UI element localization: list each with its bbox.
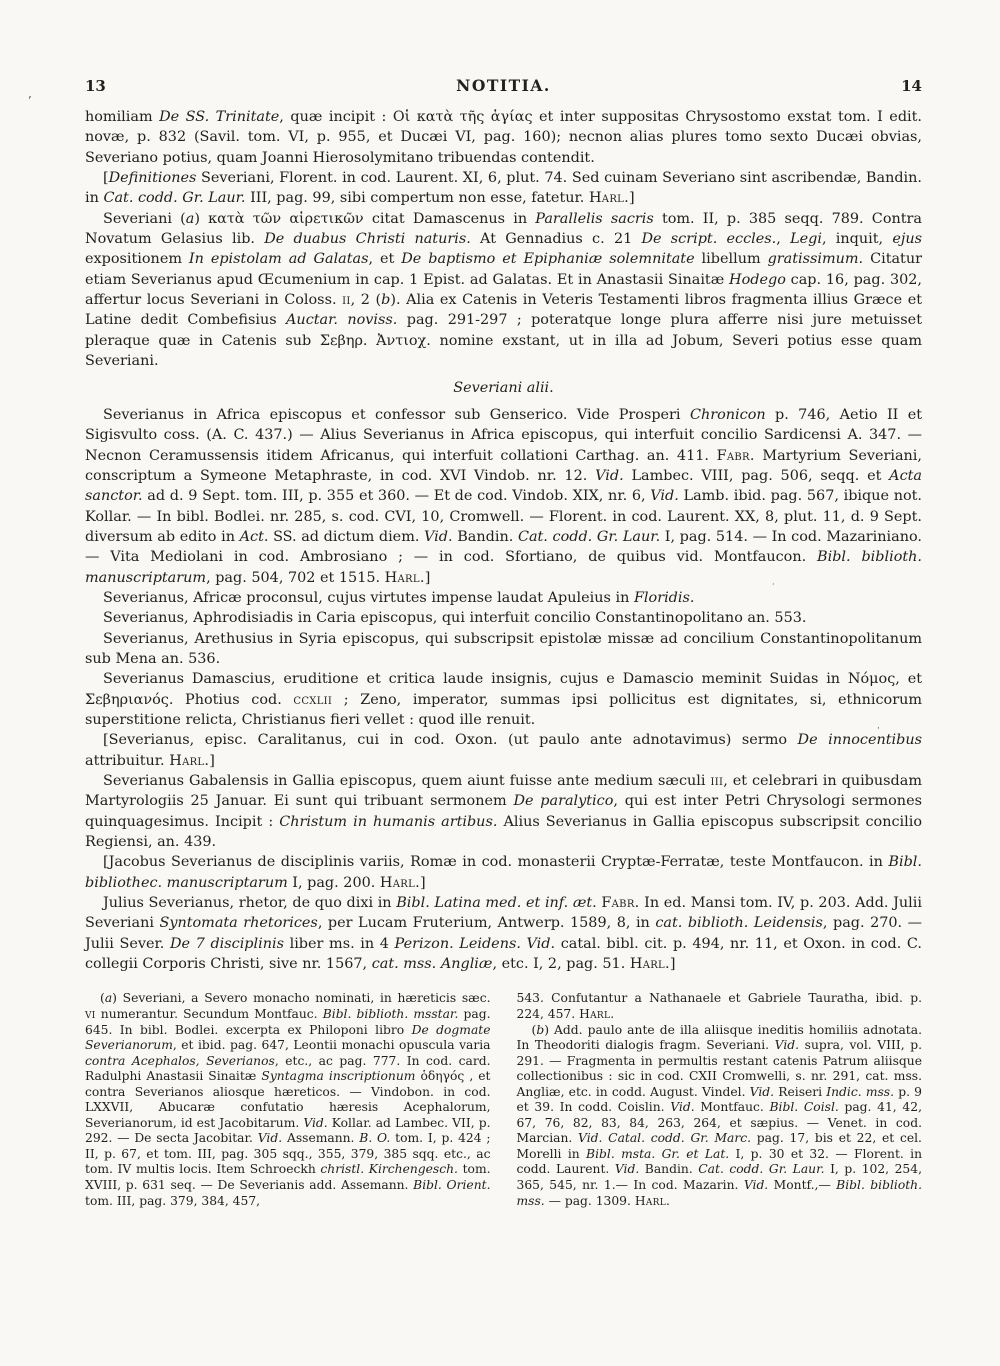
- paragraph: Severianus Gabalensis in Gallia episcopus, quem aiunt fuisse ante medium sæculi iii, et celebrari in quibusdam Martyrologiis 25 Januar. Ei sunt qui tribuant sermonem De paralytico, qui est inter Petri Chrysologi sermones quinquagesimus. Incipit : Christum in humanis artibus. Alius Severianus in Gallia episcopus subscripsit concilio Regiensi, an. 439.: [85, 773, 922, 851]
- paragraph: Severiani (a) κατὰ τῶν αἱρετικῶν citat Damascenus in Parallelis sacris tom. II, p. 385 seqq. 789. Contra Novatum Gelasius lib. De duabus Christi naturis. At Gennadius c. 21 De script. eccles., Legi, inquit, ejus expositionem In epistolam ad Galatas, et De baptismo et Epiphaniæ solemnitate libellum gratissimum. Citatur etiam Severianus apud Œcumenium in cap. 1 Epist. ad Galatas. Et in Anastasii Sinaitæ Hodego cap. 16, pag. 302, affertur locus Severiani in Coloss. ii, 2 (b). Alia ex Catenis in Veteris Testamenti libros fragmenta illius Græce et Latine dedit Combefisius Auctar. noviss. pag. 291-297 ; poteratque longe plura afferre nisi jure metuisset pleraque quæ in Catenis sub Σεβηρ. Ἀντιοχ. nomine exstant, ut in illa ad Jobum, Severi potius esse quam Severiani.: [85, 210, 922, 370]
- scan-speck: ·: [877, 724, 880, 734]
- paragraph: Julius Severianus, rhetor, de quo dixi in Bibl. Latina med. et inf. æt. Fabr. In ed. Mansi tom. IV, p. 203. Add. Julii Severiani Syntomata rhetorices, per Lucam Fruterium, Antwerp. 1589, 8, in cat. biblioth. Leidensis, pag. 270. — Julii Sever. De 7 disciplinis liber ms. in 4 Perizon. Leidens. Vid. catal. bibl. cit. p. 494, nr. 11, et Oxon. in cod. C. collegii Corporis Christi, sive nr. 1567, cat. mss. Angliæ, etc. I, 2, pag. 51. Harl.]: [85, 895, 923, 973]
- page-number-left: 13: [85, 77, 106, 95]
- footnotes: [85, 991, 922, 1209]
- paragraph: 543. Confutantur a Nathanaele et Gabriele Tauratha, ibid. p. 224, 457. Harl.: [516, 991, 922, 1021]
- body-text: [85, 107, 922, 974]
- paragraph: Severianus, Africæ proconsul, cujus virtutes impense laudat Apuleius in Floridis.: [103, 589, 695, 606]
- paragraph: [Jacobus Severianus de disciplinis variis, Romæ in cod. monasterii Cryptæ-Ferratæ, teste Montfaucon. in Bibl. bibliothec. manuscriptarum I, pag. 200. Harl.]: [85, 854, 922, 891]
- paragraph: homiliam De SS. Trinitate, quæ incipit : Οἱ κατὰ τῆς ἁγίας et inter suppositas Chrysostomo exstat tom. I edit. novæ, p. 832 (Savil. tom. VI, p. 955, et Ducæi VI, pag. 160); necnon alias plures tomo sexto Ducæi obvias, Severiano potius, quam Joanni Hierosolymitano tribuendas contendit.: [85, 109, 922, 166]
- paragraph: [Severianus, episc. Caralitanus, cui in cod. Oxon. (ut paulo ante adnotavimus) sermo De innocentibus attribuitur. Harl.]: [85, 732, 922, 769]
- page-number-right: 14: [901, 77, 922, 95]
- paragraph: (b) Add. paulo ante de illa aliisque ineditis homiliis adnotata. In Theodoriti dialogis fragm. Severiani. Vid. supra, vol. VIII, p. 291. — Fragmenta in permultis restant catenis Patrum aliisque collectionibus : sic in cod. CXII Cromwelli, s. nr. 291, cat. mss. Angliæ, etc. in codd. August. Vindel. Vid. Reiseri Indic. mss. p. 9 et 39. In codd. Coislin. Vid. Montfauc. Bibl. Coisl. pag. 41, 42, 67, 76, 82, 83, 84, 263, 264, et sæpius. — Venet. in cod. Marcian. Vid. Catal. codd. Gr. Marc. pag. 17, bis et 22, et cel. Morelli in Bibl. msta. Gr. et Lat. I, p. 30 et 32. — Florent. in codd. Laurent. Vid. Bandin. Cat. codd. Gr. Laur. I, p. 102, 254, 365, 545, nr. 1.— In cod. Mazarin. Vid. Montf.,— Bibl. biblioth. mss. — pag. 1309. Harl.: [516, 1022, 923, 1208]
- section-heading: Severiani alii.: [453, 380, 554, 397]
- paragraph: (a) Severiani, a Severo monacho nominati, in hæreticis sæc. vi numerantur. Secundum Montfauc. Bibl. biblioth. msstar. pag. 645. In bibl. Bodlei. excerpta ex Philoponi libro De dogmate Severianorum, et ibid. pag. 647, Leontii monachi opuscula varia contra Acephalos, Severianos, etc., ac pag. 777. In cod. card. Radulphi Anastasii Sinaitæ Syntagma inscriptionum ὁδηγός , et contra Severianos aliosque hæreticos. — Vindobon. in cod. LXXVII, Abucaræ confutatio hæresis Acephalorum, Severianorum, id est Jacobitarum. Vid. Kollar. ad Lambec. VII, p. 292. — De secta Jacobitar. Vid. Assemann. B. O. tom. I, p. 424 ; II, p. 67, et tom. III, pag. 305 sqq., 355, 379, 385 sqq. etc., ac tom. IV multis locis. Item Schroeckh christl. Kirchengesch. tom. XVIII, p. 631 seq. — De Severianis add. Assemann. Bibl. Orient. tom. III, pag. 379, 384, 457,: [85, 991, 491, 1208]
- footnote-column-left: [85, 991, 491, 1209]
- scan-speck: ·: [772, 580, 775, 589]
- paragraph: [Definitiones Severiani, Florent. in cod. Laurent. XI, 6, plut. 74. Sed cuinam Severiano sint ascribendæ, Bandin. in Cat. codd. Gr. Laur. III, pag. 99, sibi compertum non esse, fatetur. Harl.]: [85, 170, 922, 207]
- paragraph: Severianus, Arethusius in Syria episcopus, qui subscripsit epistolæ missæ ad concilium Constantinopolitanum sub Mena an. 536.: [85, 630, 922, 667]
- running-title: NOTITIA.: [456, 76, 551, 95]
- paragraph: Severianus Damascius, eruditione et critica laude insignis, cujus e Damascio meminit Suidas in Νόμος, et Σεβηριανός. Photius cod. ccxlii ; Zeno, imperator, summas ipsi pollicitus est dignitates, si, ethnicorum superstitione relicta, Christianus fieri vellet : quod ille renuit.: [85, 671, 922, 728]
- scan-speck: ’: [28, 94, 32, 107]
- paragraph: Severianus, Aphrodisiadis in Caria episcopus, qui interfuit concilio Constantinopolitano an. 553.: [103, 610, 807, 627]
- paragraph: Severianus in Africa episcopus et confessor sub Genserico. Vide Prosperi Chronicon p. 746, Aetio II et Sigisvulto coss. (A. C. 437.) — Alius Severianus in Africa episcopus, qui interfuit concilio Sardicensi A. 347. — Necnon Ceramussensis itidem Africanus, qui interfuit collationi Carthag. an. 411. Fabr. Martyrium Severiani, conscriptum a Symeone Metaphraste, in cod. XVI Vindob. nr. 12. Vid. Lambec. VIII, pag. 506, seqq. et Acta sanctor. ad d. 9 Sept. tom. III, p. 355 et 360. — Et de cod. Vindob. XIX, nr. 6, Vid. Lamb. ibid. pag. 567, ibique not. Kollar. — In bibl. Bodlei. nr. 285, s. cod. CVI, 10, Cromwell. — Florent. in cod. Laurent. XX, 8, plut. 11, d. 9 Sept. diversum ab edito in Act. SS. ad dictum diem. Vid. Bandin. Cat. codd. Gr. Laur. I, pag. 514. — In cod. Mazariniano. — Vita Mediolani in cod. Ambrosiano ; — in cod. Sfortiano, de quibus vid. Montfaucon. Bibl. biblioth. manuscriptarum, pag. 504, 702 et 1515. Harl.]: [85, 406, 923, 586]
- page-header: [85, 76, 922, 95]
- footnote-column-right: [517, 991, 923, 1209]
